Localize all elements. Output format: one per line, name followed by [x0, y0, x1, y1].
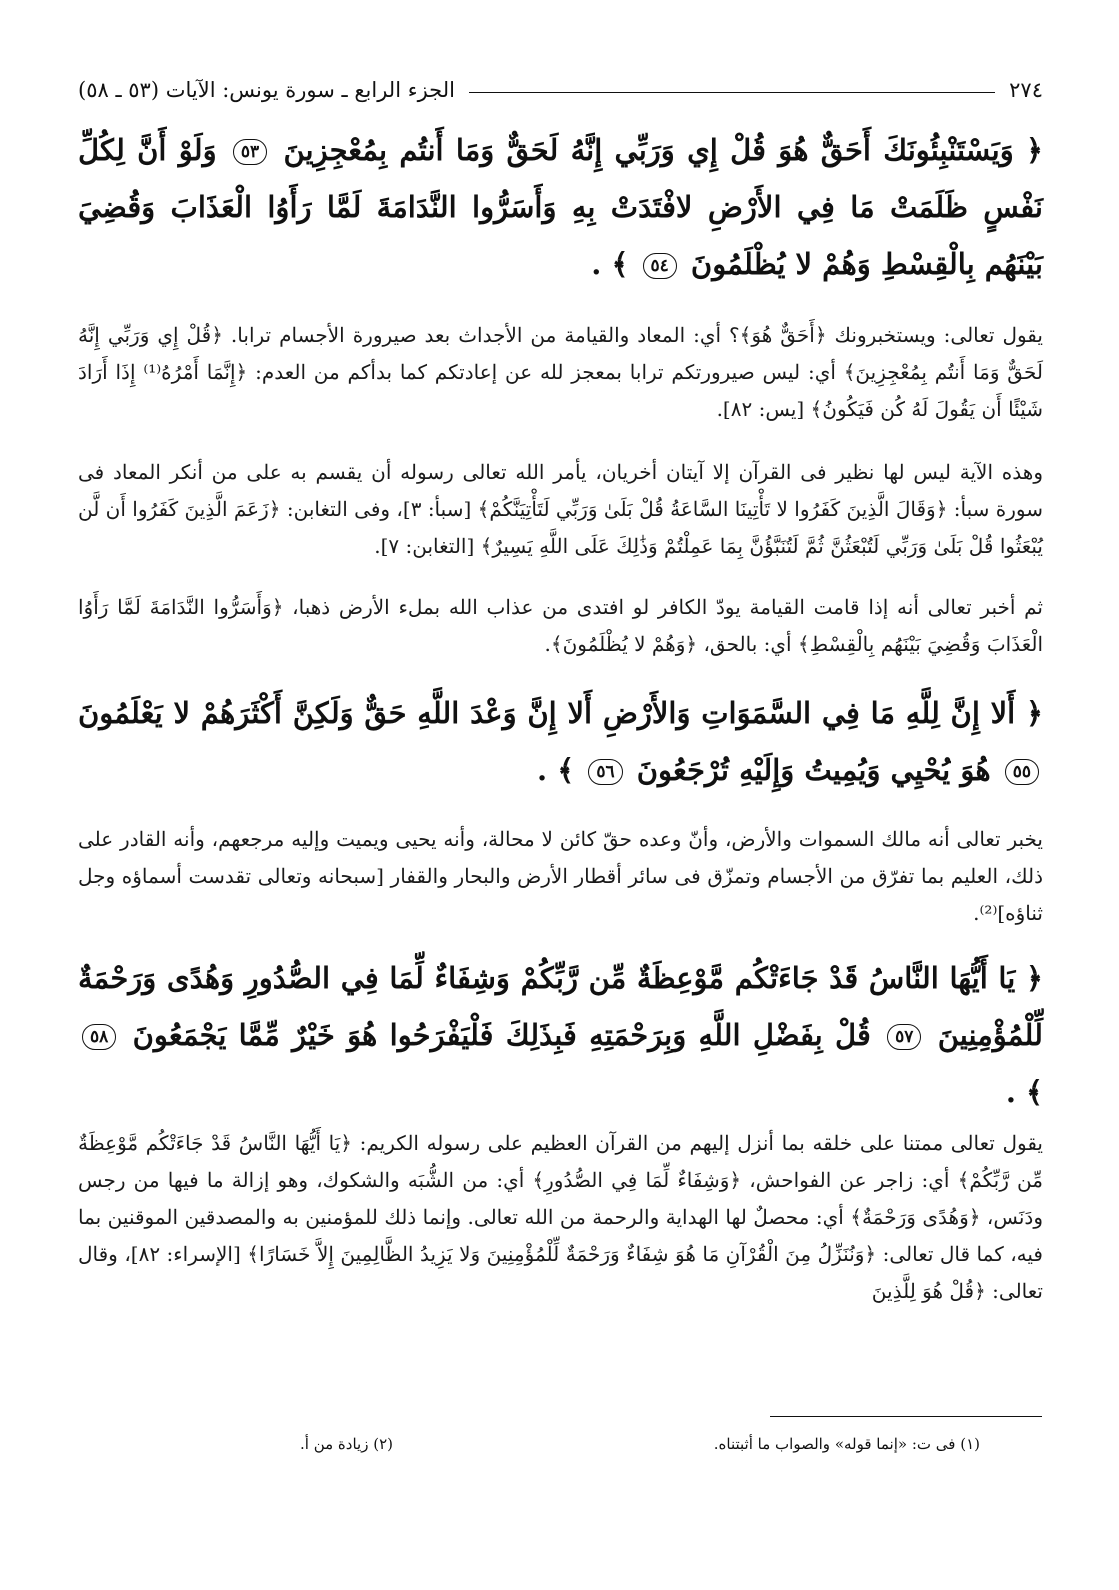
- page-header: [78, 72, 1043, 108]
- ayah-number-marker: ٥٧: [887, 1024, 921, 1050]
- ayah-number-marker: ٥٥: [1005, 759, 1039, 785]
- verse-end: ﴾ .: [591, 247, 629, 281]
- verse-text: هُوَ يُحْيِي وَيُمِيتُ وَإِلَيْهِ تُرْجَعُونَ: [636, 753, 991, 787]
- commentary-paragraph: ثم أخبر تعالى أنه إذا قامت القيامة يودّ الكافر لو افتدى من عذاب الله بملء الأرض ذهبا، ﴿وَأَسَرُّوا النَّدَامَةَ لَمَّا رَأَوُا الْعَذَابَ وَقُضِيَ بَيْنَهُم بِالْقِسْطِ﴾ أي: بالحق، ﴿وَهُمْ لا يُظْلَمُونَ﴾.: [78, 595, 1043, 656]
- quran-verse-55-56: [78, 685, 1043, 799]
- verse-end: ﴾ .: [1005, 1075, 1043, 1109]
- commentary-paragraph: يقول تعالى ممتنا على خلقه بما أنزل إليهم من القرآن العظيم على رسوله الكريم: ﴿يَا أَيُّهَا النَّاسُ قَدْ جَاءَتْكُم مَّوْعِظَةٌ مِّن رَّبِّكُمْ﴾ أي: زاجر عن الفواحش، ﴿وَشِفَاءٌ لِّمَا فِي الصُّدُورِ﴾ أي: من الشُّبَه والشكوك، وهو إزالة ما فيها من رجس ودَنَس، ﴿وَهُدًى وَرَحْمَةٌ﴾ أي: محصلٌ لها الهداية والرحمة من الله تعالى. وإنما ذلك للمؤمنين به والمصدقين الموقنين بما فيه، كما قال تعالى: ﴿وَنُنَزِّلُ مِنَ الْقُرْآنِ مَا هُوَ شِفَاءٌ وَرَحْمَةٌ لِّلْمُؤْمِنِينَ وَلا يَزِيدُ الظَّالِمِينَ إِلاَّ خَسَارًا﴾ [الإسراء: ٨٢]، وقال تعالى: ﴿قُلْ هُوَ لِلَّذِينَ: [78, 1131, 1043, 1303]
- footnote-1: (١) فى ت: «إنما قوله» والصواب ما أثبتناه.: [713, 1435, 980, 1453]
- page-number: ٢٧٤: [1009, 78, 1043, 102]
- footnotes: [300, 1432, 980, 1456]
- verse-end: ﴾ .: [537, 753, 575, 787]
- verse-text: ﴿ وَيَسْتَنْبِئُونَكَ أَحَقٌّ هُوَ قُلْ إِي وَرَبِّي إِنَّهُ لَحَقٌّ وَمَا أَنتُم بِمُعْجِزِينَ: [283, 133, 1043, 167]
- verse-text: وَلَوْ أَنَّ لِكُلِّ نَفْسٍ ظَلَمَتْ مَا فِي الأَرْضِ لافْتَدَتْ بِهِ وَأَسَرُّوا النَّدَامَةَ لَمَّا رَأَوُا الْعَذَابَ وَقُضِيَ بَيْنَهُم بِالْقِسْطِ وَهُمْ لا يُظْلَمُونَ: [78, 133, 1043, 281]
- verse-text: قُلْ بِفَضْلِ اللَّهِ وَبِرَحْمَتِهِ فَبِذَلِكَ فَلْيَفْرَحُوا هُوَ خَيْرٌ مِّمَّا يَجْمَعُونَ: [132, 1018, 871, 1052]
- footnote-2: (٢) زيادة من أ.: [300, 1435, 393, 1453]
- commentary-paragraph: يخبر تعالى أنه مالك السموات والأرض، وأنّ وعده حقّ كائن لا محالة، وأنه يحيى ويميت وإليه مرجعهم، وأنه القادر على ذلك، العليم بما تفرّق من الأجسام وتمزّق فى سائر أقطار الأرض والبحار والقفار [سبحانه وتعالى تقدست أسماؤه وجل ثناؤه]⁽²⁾.: [78, 827, 1043, 925]
- ayah-number-marker: ٥٦: [588, 759, 622, 785]
- header-rule: [469, 92, 995, 93]
- verse-text: ﴿ يَا أَيُّهَا النَّاسُ قَدْ جَاءَتْكُم مَّوْعِظَةٌ مِّن رَّبِّكُمْ وَشِفَاءٌ لِّمَا فِي الصُّدُورِ وَهُدًى وَرَحْمَةٌ لِّلْمُؤْمِنِينَ: [78, 961, 1043, 1052]
- page-body: [78, 72, 1043, 1310]
- commentary-paragraph: يقول تعالى: ويستخبرونك ﴿أَحَقٌّ هُوَ﴾؟ أي: المعاد والقيامة من الأجداث بعد صيرورة الأجسام ترابا. ﴿قُلْ إِي وَرَبِّي إِنَّهُ لَحَقٌّ وَمَا أَنتُم بِمُعْجِزِينَ﴾ أي: ليس صيرورتكم ترابا بمعجز لله عن إعادتكم كما بدأكم من العدم: ﴿إِنَّمَا أَمْرُهُ⁽¹⁾ إِذَا أَرَادَ شَيْئًا أَن يَقُولَ لَهُ كُن فَيَكُونُ﴾ [يس: ٨٢].: [78, 323, 1043, 421]
- ayah-number-marker: ٥٨: [82, 1024, 116, 1050]
- quran-verse-53-54: [78, 122, 1043, 293]
- commentary-paragraph: وهذه الآية ليس لها نظير فى القرآن إلا آيتان أخريان، يأمر الله تعالى رسوله أن يقسم به على من أنكر المعاد فى سورة سبأ: ﴿وَقَالَ الَّذِينَ كَفَرُوا لا تَأْتِينَا السَّاعَةُ قُلْ بَلَىٰ وَرَبِّي لَتَأْتِيَنَّكُمْ﴾ [سبأ: ٣]، وفى التغابن: ﴿زَعَمَ الَّذِينَ كَفَرُوا أَن لَّن يُبْعَثُوا قُلْ بَلَىٰ وَرَبِّي لَتُبْعَثُنَّ ثُمَّ لَتُنَبَّؤُنَّ بِمَا عَمِلْتُمْ وَذَٰلِكَ عَلَى اللَّهِ يَسِيرٌ﴾ [التغابن: ٧].: [78, 460, 1044, 558]
- ayah-number-marker: ٥٤: [643, 253, 677, 279]
- quran-verse-57-58: [78, 950, 1043, 1121]
- footnote-rule: [770, 1416, 1042, 1417]
- ayah-number-marker: ٥٣: [233, 139, 267, 165]
- running-title: الجزء الرابع ـ سورة يونس: الآيات (٥٣ ـ ٥٨): [78, 78, 455, 102]
- verse-text: ﴿ أَلا إِنَّ لِلَّهِ مَا فِي السَّمَوَاتِ وَالأَرْضِ أَلا إِنَّ وَعْدَ اللَّهِ حَقٌّ وَلَكِنَّ أَكْثَرَهُمْ لا يَعْلَمُونَ: [78, 696, 1043, 730]
